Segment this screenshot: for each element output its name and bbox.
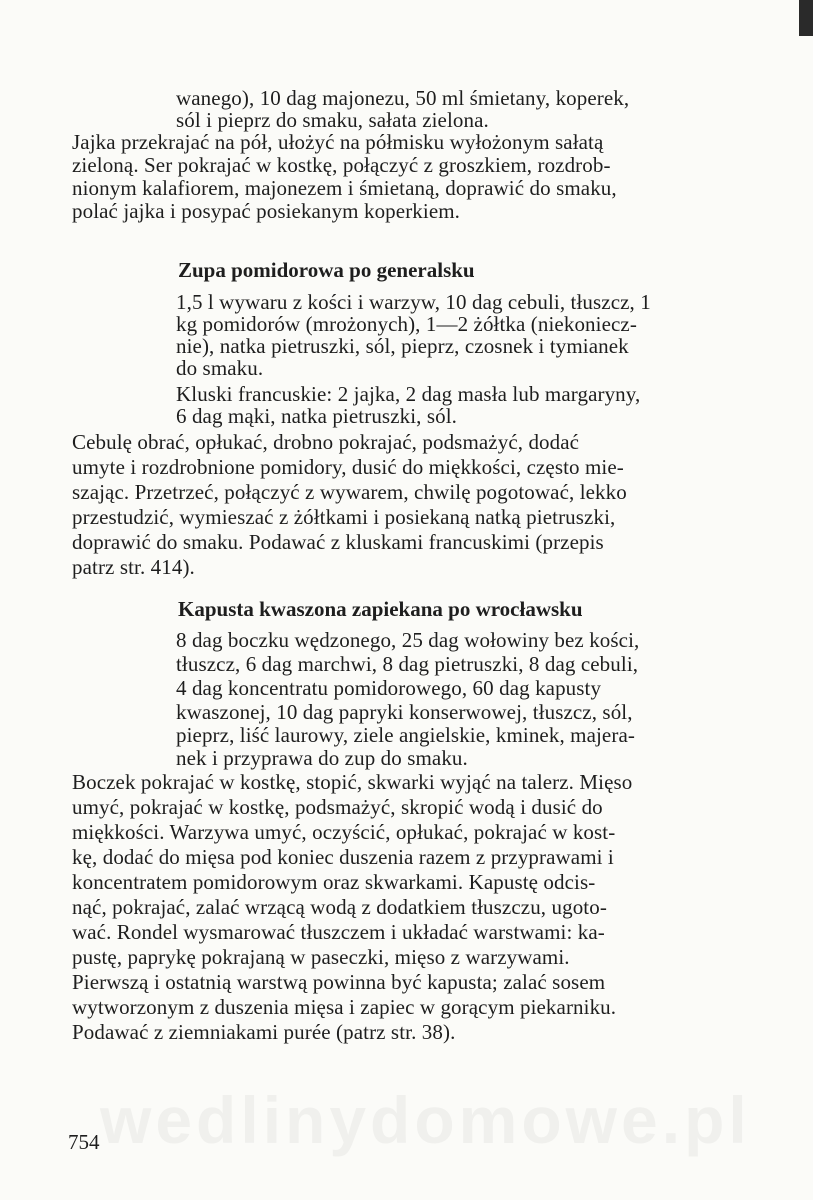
text-line: przestudzić, wymieszać z żółtkami i posiekaną natką pietruszki,: [72, 505, 616, 529]
text-line: Boczek pokrajać w kostkę, stopić, skwarki wyjąć na talerz. Mięso: [72, 770, 633, 794]
ingredients-line: kwaszonej, 10 dag papryki konserwowej, tłuszcz, sól,: [176, 700, 633, 724]
text-line: doprawić do smaku. Podawać z kluskami francuskimi (przepis: [72, 530, 604, 554]
text-line: koncentratem pomidorowym oraz skwarkami. Kapustę odcis-: [72, 870, 596, 894]
ingredients-line: kg pomidorów (mrożonych), 1—2 żółtka (niekoniecz-: [176, 312, 637, 336]
ingredients-line: nek i przyprawa do zup do smaku.: [176, 746, 468, 770]
ingredients-line: 4 dag koncentratu pomidorowego, 60 dag kapusty: [176, 676, 602, 700]
recipe-title: Kapusta kwaszona zapiekana po wrocławsku: [178, 597, 583, 621]
scan-edge-mark: [799, 0, 813, 36]
ingredients-line: wanego), 10 dag majonezu, 50 ml śmietany, koperek,: [176, 86, 630, 110]
ingredients-line: pieprz, liść laurowy, ziele angielskie, kminek, majera-: [176, 723, 635, 747]
text-line: wytworzonym z duszenia mięsa i zapiec w gorącym piekarniku.: [72, 995, 617, 1019]
text-line: patrz str. 414).: [72, 555, 195, 579]
text-line: umyte i rozdrobnione pomidory, dusić do miękkości, często mie-: [72, 455, 624, 479]
text-line: szając. Przetrzeć, połączyć z wywarem, chwilę pogotować, lekko: [72, 480, 627, 504]
text-line: umyć, pokrajać w kostkę, podsmażyć, skropić wodą i dusić do: [72, 795, 603, 819]
text-line: Podawać z ziemniakami purée (patrz str. 38).: [72, 1020, 456, 1044]
ingredients-line: Kluski francuskie: 2 jajka, 2 dag masła lub margaryny,: [176, 382, 641, 406]
text-line: zieloną. Ser pokrajać w kostkę, połączyć z groszkiem, rozdrob-: [72, 153, 611, 177]
text-line: pustę, paprykę pokrajaną w paseczki, mięso z warzywami.: [72, 945, 570, 969]
text-line: kę, dodać do mięsa pod koniec duszenia razem z przyprawami i: [72, 845, 614, 869]
page-number: 754: [68, 1130, 100, 1154]
ingredients-line: tłuszcz, 6 dag marchwi, 8 dag pietruszki, 8 dag cebuli,: [176, 652, 639, 676]
ingredients-line: nie), natka pietruszki, sól, pieprz, czosnek i tymianek: [176, 334, 629, 358]
text-line: Pierwszą i ostatnią warstwą powinna być kapusta; zalać sosem: [72, 970, 606, 994]
ingredients-line: sól i pieprz do smaku, sałata zielona.: [176, 108, 489, 132]
text-line: nionym kalafiorem, majonezem i śmietaną, doprawić do smaku,: [72, 176, 617, 200]
ingredients-line: 1,5 l wywaru z kości i warzyw, 10 dag cebuli, tłuszcz, 1: [176, 290, 651, 314]
watermark: wedlinydomowe.pl: [100, 1083, 751, 1157]
text-line: wać. Rondel wysmarować tłuszczem i układać warstwami: ka-: [72, 920, 605, 944]
text-line: Cebulę obrać, opłukać, drobno pokrajać, podsmażyć, dodać: [72, 430, 580, 454]
ingredients-line: do smaku.: [176, 356, 264, 380]
recipe-title: Zupa pomidorowa po generalsku: [178, 258, 475, 282]
text-line: miękkości. Warzywa umyć, oczyścić, opłukać, pokrajać w kost-: [72, 820, 616, 844]
ingredients-line: 8 dag boczku wędzonego, 25 dag wołowiny bez kości,: [176, 628, 640, 652]
text-line: Jajka przekrajać na pół, ułożyć na półmisku wyłożonym sałatą: [72, 130, 604, 154]
text-line: polać jajka i posypać posiekanym koperkiem.: [72, 199, 461, 223]
text-line: nąć, pokrajać, zalać wrzącą wodą z dodatkiem tłuszczu, ugoto-: [72, 895, 607, 919]
ingredients-line: 6 dag mąki, natka pietruszki, sól.: [176, 404, 458, 428]
